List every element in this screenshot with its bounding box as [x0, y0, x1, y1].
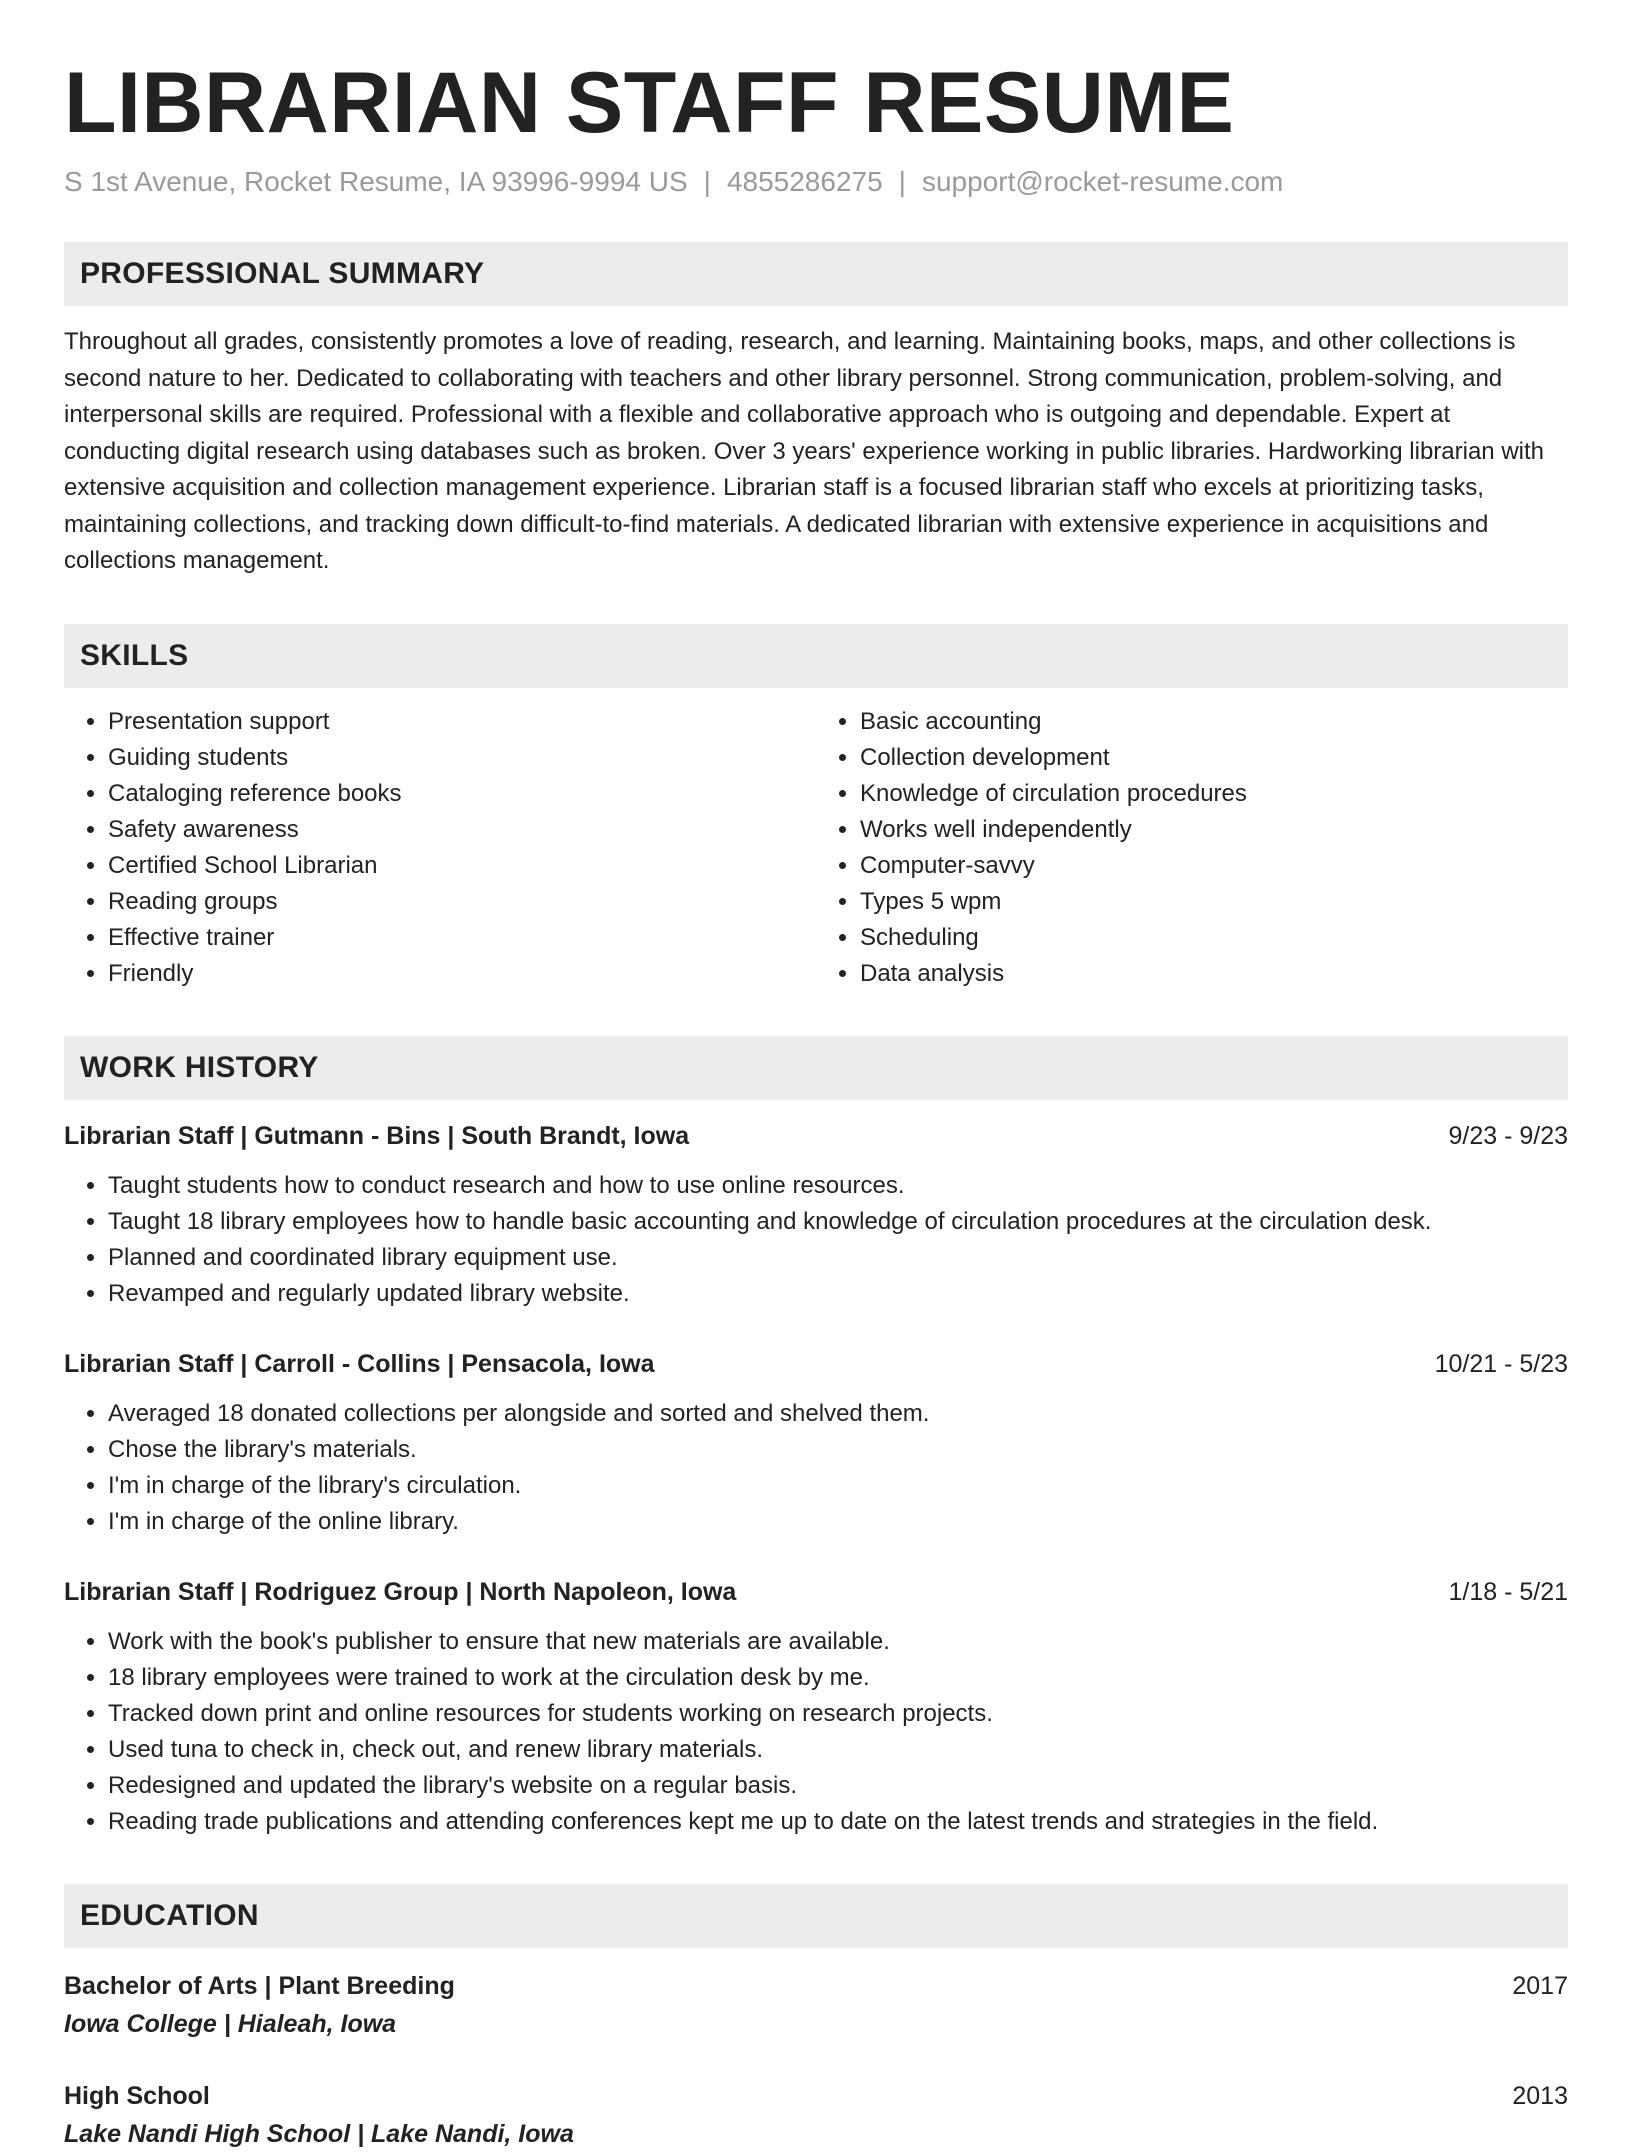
job-bullet: • Reading trade publications and attending conferences kept me up to date on the latest trends and strategies in the field.	[108, 1804, 1568, 1840]
skill-item: • Certified School Librarian	[108, 848, 816, 884]
contact-separator: |	[898, 165, 906, 197]
job-bullet: • Revamped and regularly updated library website.	[108, 1276, 1568, 1312]
education-year: 2017	[1512, 1971, 1568, 2000]
skill-item: • Collection development	[860, 740, 1568, 776]
skill-item: • Presentation support	[108, 704, 816, 740]
job-bullet: • Used tuna to check in, check out, and renew library materials.	[108, 1732, 1568, 1768]
contact-line	[64, 165, 1568, 199]
job-date: 1/18 - 5/21	[1448, 1577, 1568, 1606]
job-entry	[64, 1346, 1568, 1540]
skill-item: • Reading groups	[108, 884, 816, 920]
job-bullet: • Redesigned and updated the library's website on a regular basis.	[108, 1768, 1568, 1804]
skill-item: • Scheduling	[860, 920, 1568, 956]
job-date: 9/23 - 9/23	[1448, 1121, 1568, 1150]
skill-item: • Computer-savvy	[860, 848, 1568, 884]
summary-heading: PROFESSIONAL SUMMARY	[64, 242, 1568, 306]
job-date: 10/21 - 5/23	[1434, 1349, 1568, 1378]
skill-item: • Guiding students	[108, 740, 816, 776]
education-header	[64, 1968, 1568, 2004]
job-title: Librarian Staff | Gutmann - Bins | South Brandt, Iowa	[64, 1121, 690, 1150]
education-header	[64, 2078, 1568, 2114]
job-header	[64, 1118, 1568, 1154]
skill-item: • Effective trainer	[108, 920, 816, 956]
skills-left-column	[64, 704, 816, 992]
job-bullet: • Chose the library's materials.	[108, 1432, 1568, 1468]
education-heading: EDUCATION	[64, 1884, 1568, 1948]
job-bullet: • I'm in charge of the online library.	[108, 1504, 1568, 1540]
education-entry	[64, 1968, 1568, 2044]
skills-list	[64, 704, 1568, 992]
job-header	[64, 1574, 1568, 1610]
skill-item: • Basic accounting	[860, 704, 1568, 740]
job-bullets	[64, 1624, 1568, 1840]
job-bullet: • Taught 18 library employees how to handle basic accounting and knowledge of circulation procedures at the circulation desk.	[108, 1204, 1568, 1240]
job-bullet: • 18 library employees were trained to work at the circulation desk by me.	[108, 1660, 1568, 1696]
summary-text: Throughout all grades, consistently promotes a love of reading, research, and learning. Maintaining books, maps, and other collections is second nature to her. Dedicated to collaborating with teachers and other library personnel. Strong communication, problem-solving, and interpersonal skills are required. Professional with a flexible and collaborative approach who is outgoing and dependable. Expert at conducting digital research using databases such as broken. Over 3 years' experience working in public libraries. Hardworking librarian with extensive acquisition and collection management experience. Librarian staff is a focused librarian staff who excels at prioritizing tasks, maintaining collections, and tracking down difficult-to-find materials. A dedicated librarian with extensive experience in acquisitions and collections management.	[64, 328, 1544, 575]
skills-right-column	[816, 704, 1568, 992]
job-bullet: • Averaged 18 donated collections per alongside and sorted and shelved them.	[108, 1396, 1568, 1432]
job-bullets	[64, 1168, 1568, 1312]
job-bullet: • I'm in charge of the library's circulation.	[108, 1468, 1568, 1504]
work-history-heading: WORK HISTORY	[64, 1036, 1568, 1100]
job-entry	[64, 1118, 1568, 1312]
job-bullet: • Planned and coordinated library equipment use.	[108, 1240, 1568, 1276]
skill-item: • Works well independently	[860, 812, 1568, 848]
skills-heading: SKILLS	[64, 624, 1568, 688]
skill-item: • Safety awareness	[108, 812, 816, 848]
skill-item: • Data analysis	[860, 956, 1568, 992]
job-entry	[64, 1574, 1568, 1840]
job-bullets	[64, 1396, 1568, 1540]
job-bullet: • Taught students how to conduct research and how to use online resources.	[108, 1168, 1568, 1204]
job-title: Librarian Staff | Rodriguez Group | North Napoleon, Iowa	[64, 1577, 737, 1606]
skill-item: • Knowledge of circulation procedures	[860, 776, 1568, 812]
skill-item: • Types 5 wpm	[860, 884, 1568, 920]
job-title: Librarian Staff | Carroll - Collins | Pensacola, Iowa	[64, 1349, 655, 1378]
contact-address: S 1st Avenue, Rocket Resume, IA 93996-9994 US	[64, 165, 688, 197]
contact-email: support@rocket-resume.com	[921, 165, 1284, 197]
job-header	[64, 1346, 1568, 1382]
resume-title: LIBRARIAN STAFF RESUME	[64, 55, 1235, 151]
education-school: Iowa College | Hialeah, Iowa	[64, 2009, 397, 2038]
job-bullet: • Tracked down print and online resources for students working on research projects.	[108, 1696, 1568, 1732]
education-degree: High School	[64, 2081, 210, 2110]
skill-item: • Cataloging reference books	[108, 776, 816, 812]
job-bullet: • Work with the book's publisher to ensure that new materials are available.	[108, 1624, 1568, 1660]
contact-separator: |	[703, 165, 711, 197]
education-degree: Bachelor of Arts | Plant Breeding	[64, 1971, 455, 2000]
contact-phone: 4855286275	[726, 165, 883, 197]
education-entry	[64, 2078, 1568, 2154]
education-year: 2013	[1512, 2081, 1568, 2110]
education-school: Lake Nandi High School | Lake Nandi, Iowa	[64, 2119, 574, 2148]
skill-item: • Friendly	[108, 956, 816, 992]
